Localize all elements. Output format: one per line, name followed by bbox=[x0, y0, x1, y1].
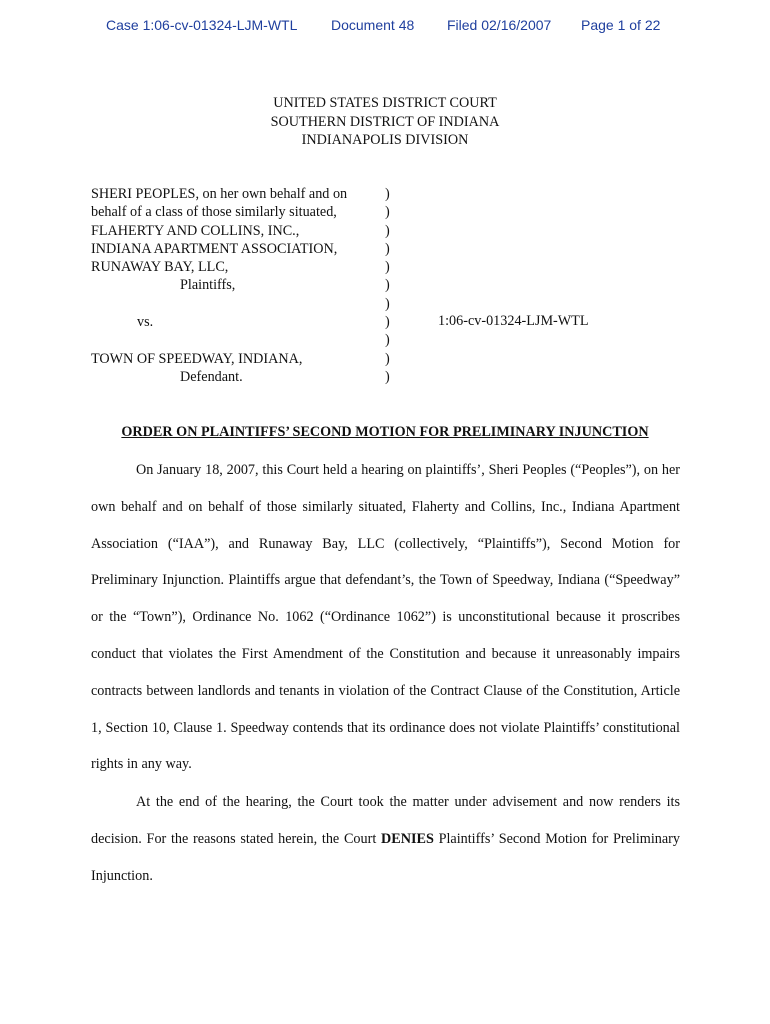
caption-parenthesis: ) bbox=[385, 222, 390, 239]
plaintiff-line: FLAHERTY AND COLLINS, INC., bbox=[91, 222, 300, 239]
caption-parenthesis: ) bbox=[385, 240, 390, 257]
caption-parenthesis-column bbox=[385, 185, 390, 386]
plaintiff-line: behalf of a class of those similarly situated, bbox=[91, 204, 337, 221]
defendant-line: TOWN OF SPEEDWAY, INDIANA, bbox=[91, 350, 303, 367]
ruling-emphasis: DENIES bbox=[381, 830, 434, 847]
caption-parenthesis: ) bbox=[385, 314, 390, 331]
plaintiffs-label: Plaintiffs, bbox=[180, 277, 236, 294]
plaintiff-line: SHERI PEOPLES, on her own behalf and on bbox=[91, 186, 348, 202]
order-body-paragraph-1 bbox=[91, 452, 680, 783]
order-title: ORDER ON PLAINTIFFS’ SECOND MOTION FOR PRELIMINARY INJUNCTION bbox=[121, 424, 649, 440]
caption-parenthesis: ) bbox=[385, 332, 390, 349]
defendant-label: Defendant. bbox=[180, 368, 243, 385]
caption-parenthesis: ) bbox=[385, 277, 390, 294]
order-body-paragraph-2 bbox=[91, 784, 680, 894]
court-name: UNITED STATES DISTRICT COURT bbox=[273, 95, 497, 111]
caption-parenthesis: ) bbox=[385, 259, 390, 276]
plaintiff-line: INDIANA APARTMENT ASSOCIATION, bbox=[91, 240, 338, 257]
court-heading bbox=[0, 94, 770, 150]
caption-spacer bbox=[91, 295, 347, 313]
plaintiff-line: RUNAWAY BAY, LLC, bbox=[91, 259, 229, 276]
caption-parenthesis: ) bbox=[385, 204, 390, 221]
court-district: SOUTHERN DISTRICT OF INDIANA bbox=[270, 113, 500, 130]
paragraph-text: On January 18, 2007, this Court held a hearing on plaintiffs’, Sheri Peoples (“Peoples”), on her own behalf and on behalf of those similarly situated, Flaherty and Collins, Inc., Indiana Apartment Association (“IAA”), and Runaway Bay, LLC (collectively, “Plaintiffs”), Second Motion for Preliminary Injunction. Plaintiffs argue that defendant’s, the Town of Speedway, Indiana (“Speedway” or the “Town”), Ordinance No. 1062 (“Ordinance 1062”) is unconstitutional because it proscribes conduct that violates the First Amendment of the Constitution and because it unreasonably impairs contracts between landlords and tenants in violation of the Contract Clause of the Constitution, Article 1, Section 10, Clause 1. Speedway contends that its ordinance does not violate Plaintiffs’ constitutional rights in any way. bbox=[91, 462, 680, 773]
header-filed-date: Filed 02/16/2007 bbox=[447, 17, 552, 33]
paragraph-text: Plaintiffs’ Second Motion for Preliminary Injunction. bbox=[91, 830, 680, 884]
paragraph-text: At the end of the hearing, the Court took the matter under advisement and now renders its decision. For the reasons stated herein, the Court bbox=[91, 794, 680, 847]
caption-parenthesis: ) bbox=[385, 368, 390, 385]
caption-parenthesis: ) bbox=[385, 350, 390, 367]
case-caption-parties bbox=[91, 185, 347, 386]
versus-label: vs. bbox=[137, 314, 154, 331]
caption-parenthesis: ) bbox=[385, 295, 390, 312]
header-document-number: Document 48 bbox=[331, 17, 415, 33]
header-case-number: Case 1:06-cv-01324-LJM-WTL bbox=[106, 17, 298, 33]
caption-parenthesis: ) bbox=[385, 186, 390, 202]
caption-case-number: 1:06-cv-01324-LJM-WTL bbox=[438, 313, 589, 329]
header-page-number: Page 1 of 22 bbox=[581, 17, 661, 33]
court-division: INDIANAPOLIS DIVISION bbox=[301, 132, 469, 148]
caption-spacer bbox=[91, 331, 347, 349]
